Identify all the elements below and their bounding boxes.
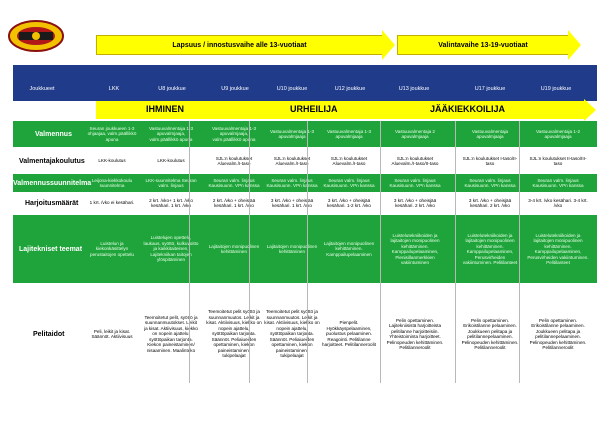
table-cell: SJL:n koulutukset Aluevalm./I-taso [273, 155, 311, 166]
table-cell: Vastuuvalmentaja 1-3 apuvalmjaaja [326, 128, 372, 139]
table-cell: 3 krt. /vko + oheisjää kesähari. 2 krt. /vko [393, 197, 437, 208]
column-head-u9: U9 joukkue [221, 86, 249, 92]
table-cell: Vastuuvalmentaja 1-3 apuvalmjaaja, valm.päällikkö apuna [211, 125, 257, 142]
column-head-u10: U10 joukkue [276, 86, 308, 92]
column-head-u17: U17 joukkue [474, 86, 506, 92]
table-cell: Luistelutekniikoiden ja lajitaitojen monipuolinen kehittäminen. Kamppailupelaaminen, Perusvirheiden vakiintuminen. Pelitilanteet [527, 232, 589, 265]
column-head-lkk: LKK [108, 86, 120, 92]
table-cell: Lajitaitojen monipuolinen kehittäminen [208, 243, 260, 254]
table-cell: Vastuuvalmentaja 1-3 apuvalmjaaja, valm.päällikkö apuna [148, 125, 194, 142]
table-cell: 3 krt. /vko + oheisjää kesähari. 2 krt. /vko [468, 197, 512, 208]
table-cell: 1 krt. /vko ei kesähari. [89, 200, 135, 206]
column-divider [249, 121, 250, 383]
row-label: Lajitekniset teemat [19, 245, 83, 253]
table-cell: Luistelutekniikoiden ja lajitaitojen monipuolinen kehittäminen. Kamppailupelaaminen, Perusvirheiden vakiintuminen. Pelitilanteet [462, 232, 518, 265]
column-head-u12: U12 joukkue [334, 86, 366, 92]
table-cell: SJL:n koulutukset Aluevalm./I-taso/II-taso [391, 155, 439, 166]
table-cell: Seuran valm. linjaus Kausisuunn. VPn kanssa [464, 177, 516, 188]
phase-label-person: IHMINEN [146, 104, 184, 114]
table-cell: LKK-suunnitelma Seuran valm. linjaus [145, 177, 197, 188]
table-cell: LKK-koulutus [157, 158, 185, 164]
table-cell: 3 krt. /vko + oheisjää kesähari. 1 krt. /vko [270, 197, 314, 208]
age-phase-arrow-teen: Valintavaihe 13-19-vuotiaat [397, 35, 569, 55]
table-cell: Vastuuvalmentaja 1-2 apuvalmjaaja [535, 128, 581, 139]
table-cell: 2 krt. /vko + oheisjää kesähari. 1 krt. /vko [212, 197, 256, 208]
table-cell: 3 krt. /vko + oheisjää kesähari. 1-2 krt. /vko [327, 197, 371, 208]
table-cell: Teemoitetut pelit, syöttö ja suunnanmuutokset. Leikit ja kisat. Aktiivisuus, kiekko on nopein ajattelu, syöttöpaikan tarjonta. Kiekon paineistaminen/ nisaaminen. Maalinteko [144, 314, 198, 353]
column-divider [307, 121, 308, 383]
team-header-bar [13, 65, 597, 101]
column-head-u13: U13 joukkue [398, 86, 430, 92]
table-cell: Teemoitetut pelit syöttö ja suunnanmuutos. Leikit ja kisat. Aktiivisuus, kiekko on nopein ajattelu, syöttöpaikan tarjonta. Säännöt. Peliaiueiden opettaminen, kiekon paineistaminen, tukipelaajat [206, 309, 262, 359]
table-cell: Luistelujen opettelu, laukaus, syöttö, kulkuvoitto ja kaikkitaiteinen, Lajitekniikan taitojen ylöspitäminen [143, 235, 199, 263]
table-cell: Pienpelit. Hyökkäyspelaaminen, puolustus pelaaminen. Reagointi. Pelitilanne harjoitteet. Pelitilanneroolit [322, 320, 376, 348]
table-cell: Vastuuvalmentaja 1-3 apuvalmjaaja [269, 128, 315, 139]
table-cell: Seuran valm. linjaus Kausisuunn. VPn kanssa [389, 177, 441, 188]
table-cell: Pelin opettaminen. Erikoistilanne pelaaminen. Joukkueen pelitapa ja pelitilannepelaaminen. Pelinopeuden kehittäminen. Pelitilanneroolit [461, 317, 519, 350]
column-divider [380, 121, 381, 383]
table-cell: Peli, leikit ja kisat. Säännöt. Aktiivisuus [91, 328, 133, 339]
table-cell: Teemoitetut pelit syöttö ja suunnanmuutos. Leikit ja kisat. Aktiivisuus, kiekko on nopein ajattelu, syöttöpaikan tarjonta. Säännöt. Peliaiueiden opettaminen, kiekon paineistaminen, tukipelaajat [264, 309, 320, 359]
table-cell: Luistelun ja kiekonkäsittelyn perustaitojen opettelu [90, 240, 134, 257]
table-cell: SJL:n koulutukset II-taso/III-taso [529, 155, 587, 166]
column-divider [455, 121, 456, 383]
table-cell: Seuran valm. linjaus Kausisuunn. VPn kanssa [323, 177, 375, 188]
row-label: Harjoitusmäärät [25, 199, 79, 207]
table-cell: Vastuuvalmentaja 2 apuvalmjaaja [394, 128, 435, 139]
row-harjoitusmaarat [13, 193, 597, 213]
table-cell: Seuran valm. linjaus Kausisuunn. VPn kanssa [208, 177, 260, 188]
table-cell: Seuran valm. linjaus Kausisuunn. VPn kanssa [266, 177, 318, 188]
row-valmennussuunnitelma [13, 174, 597, 192]
table-cell: 3-4 krt. /vko kesähari. 3-4 krt. /vko [528, 197, 588, 208]
club-logo [6, 18, 66, 54]
column-head-u19: U19 joukkue [540, 86, 572, 92]
table-cell: Seuran valm. linjaus Kausisuunn. VPn kanssa [532, 177, 584, 188]
table-cell: Luistelutekniikoiden ja lajitaitojen monipuolinen kehittäminen. Kamppailupelaaminen, Pienisillanmerkkien vakiintuminen [390, 232, 440, 265]
column-head-u8: U8 joukkue [158, 86, 186, 92]
table-cell: 2 krt. /vko+ 1 krt. /vko kesähari. 1 krt. /vko [149, 197, 193, 208]
phase-label-athlete: URHEILIJA [290, 104, 338, 114]
row-header-teams: Joukkueet [29, 86, 55, 92]
row-pelitaidot [13, 290, 597, 378]
phase-label-hockey-player: JÄÄKIEKKOILIJA [430, 104, 506, 114]
table-cell: Lajitaitojen monipuolinen kehittäminen [266, 243, 318, 254]
column-divider [519, 121, 520, 383]
row-label: Valmennus [35, 130, 72, 138]
table-cell: SJL:n koulutukset Aluevalm./I-taso [215, 155, 253, 166]
table-cell: Seuran joukkueen 1-3 ohjaajaa, valm.päällikkö apuna [87, 125, 137, 142]
table-cell: Pelin opettaminen. Erikoistilanne pelaaminen. Joukkueen pelitapa ja pelitilannepelaaminen. Pelinopeuden kehittäminen. Pelitilanneroolit [529, 317, 587, 350]
table-cell: SJL:n koulutukset Aluevalm./I-taso [330, 155, 368, 166]
table-cell: SJL:n koulutukset I-taso/II-taso [462, 155, 518, 166]
age-phase-arrow-young: Lapsuus / innostusvaihe alle 13-vuotiaat [96, 35, 383, 55]
table-cell: LKK-koulutus [98, 158, 126, 164]
row-valmentajakoulutus [13, 149, 597, 173]
table-cell: Pelin opettaminen. Lajitekniisistä harjoitteista pelitilanne harjoitteisiin. Yhteistoiminta harjoitteet. Pelinopeuden kehittäminen. Pelitilanneroolit [386, 317, 444, 350]
table-cell: Leijona-kiekkokoulu suunnitelma [91, 177, 133, 188]
column-divider [189, 121, 190, 383]
table-cell: Lajitaitojen monipuolinen kehittäminen. Kamppailupelaaminen [323, 240, 375, 257]
row-label: Valmentajakoulutus [19, 157, 85, 165]
table-cell: Vastuuvalmentaja apuvalmjaaja [471, 128, 509, 139]
row-lajitekniset-teemat [13, 215, 597, 283]
row-label: Valmennussuunnitelma [13, 179, 92, 187]
row-label: Pelitaidot [33, 330, 65, 338]
row-valmennus [13, 121, 597, 147]
